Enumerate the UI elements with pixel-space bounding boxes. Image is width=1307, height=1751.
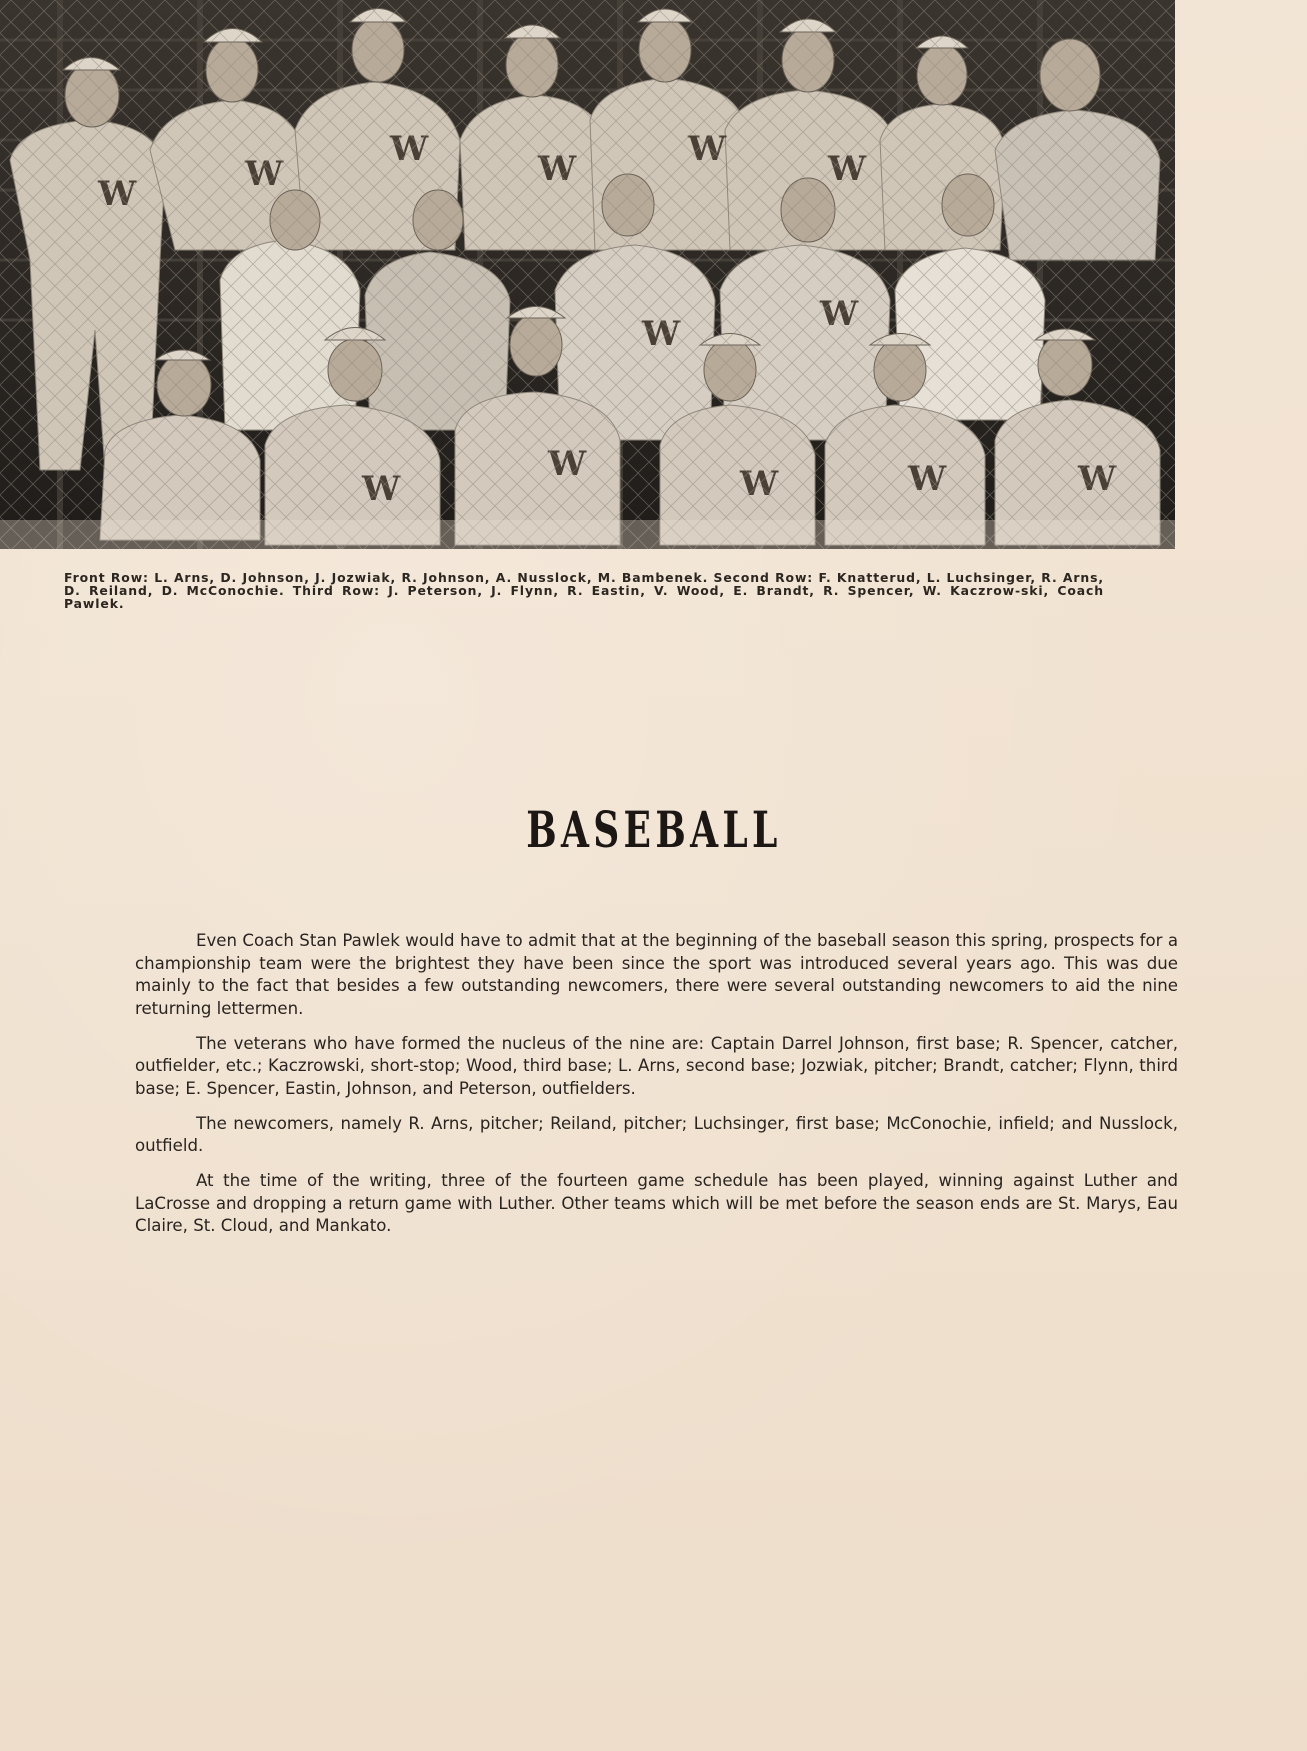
article-paragraph: At the time of the writing, three of the fourteen game schedule has been played, winning against Luther and LaCrosse and dropping a return game with Luther. Other teams which will be met before the season ends are St. Marys, Eau Claire, St. Cloud, and Mankato. xyxy=(135,1171,1178,1235)
article-paragraph: The veterans who have formed the nucleus of the nine are: Captain Darrel Johnson, first base; R. Spencer, catcher, outfielder, etc.; Kaczrowski, short-stop; Wood, third base; L. Arns, second base; Jozwiak, pitcher; Brandt, catcher; Flynn, third base; E. Spencer, Eastin, Johnson, and Peterson, outfielders. xyxy=(135,1033,1178,1098)
article-paragraph: Even Coach Stan Pawlek would have to admit that at the beginning of the baseball season this spring, prospects for a championship team were the brightest they have been since the sport was introduced several years ago. This was due mainly to the fact that besides a few outstanding newcomers, there were several outstanding newcomers to aid the nine returning lettermen. xyxy=(135,931,1178,1018)
team-photo xyxy=(0,0,1175,549)
photo-caption: Front Row: L. Arns, D. Johnson, J. Jozwiak, R. Johnson, A. Nusslock, M. Bambenek. Second Row: F. Knatterud, L. Luchsinger, R. Arns, D. Reiland, D. McConochie. Third Row: J. Peterson, J. Flynn, R. Eastin, V. Wood, E. Brandt, R. Spencer, W. Kaczrow-ski, Coach Pawlek. xyxy=(64,570,1104,611)
page-title: BASEBALL xyxy=(526,800,782,859)
article-body xyxy=(135,930,1178,1250)
team-photo-illustration xyxy=(0,0,1175,549)
article-paragraph: The newcomers, namely R. Arns, pitcher; Reiland, pitcher; Luchsinger, first base; McConochie, infield; and Nusslock, outfield. xyxy=(135,1113,1178,1155)
